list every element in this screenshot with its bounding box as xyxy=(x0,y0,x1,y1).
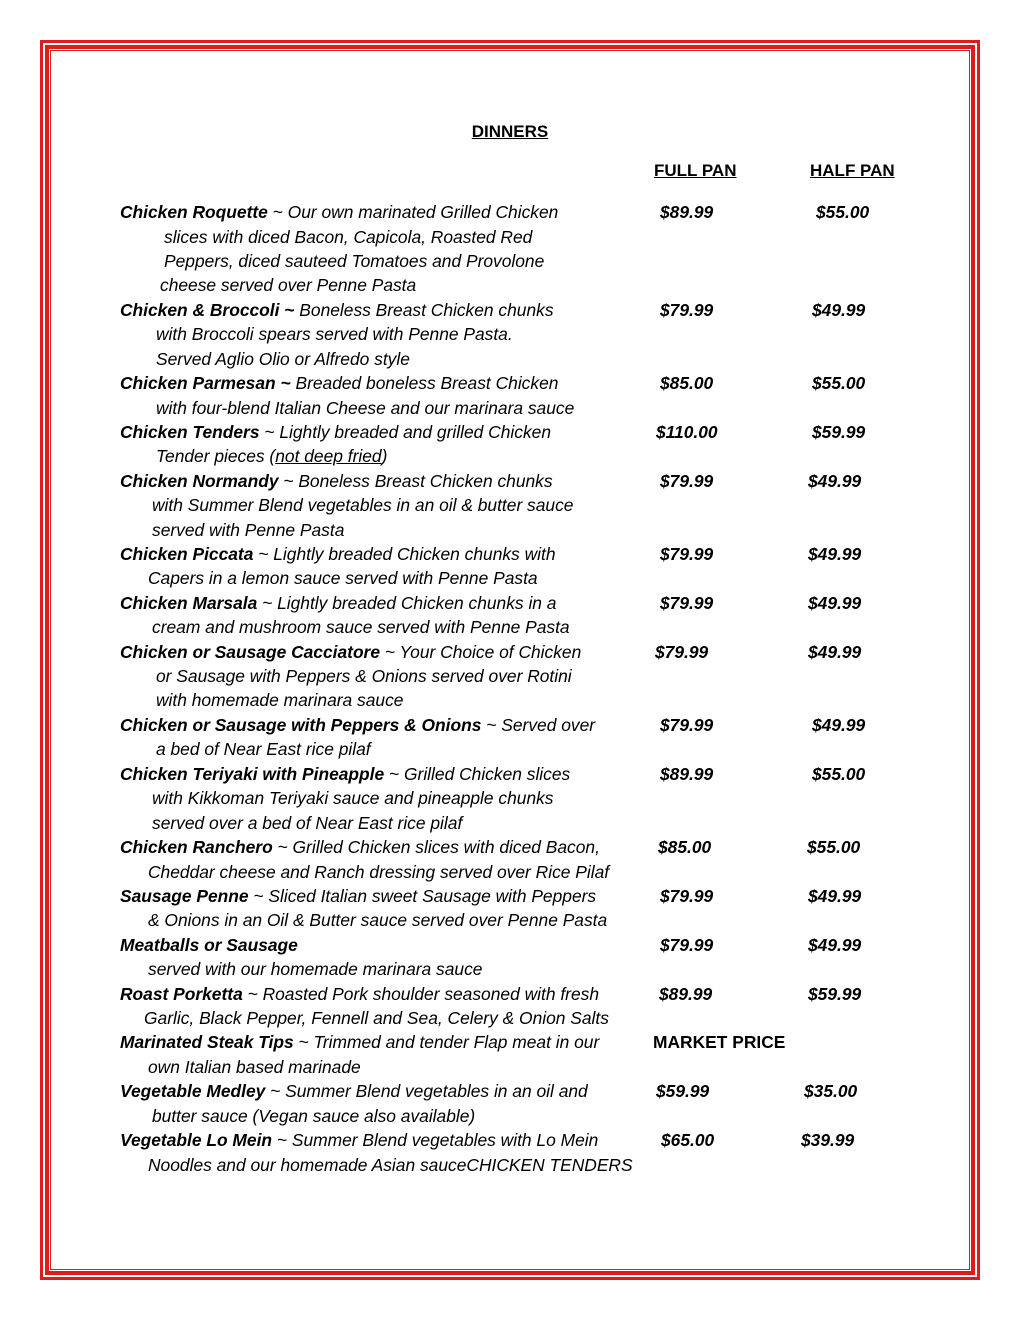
menu-item: Vegetable Medley ~ Summer Blend vegetables in an oil and xyxy=(120,1081,588,1101)
item-description: & Onions in an Oil & Butter sauce served over Penne Pasta xyxy=(148,910,608,930)
item-description: served with our homemade marinara sauce xyxy=(148,959,483,979)
menu-item xyxy=(120,300,554,320)
item-description: Grilled Chicken slices xyxy=(404,764,571,784)
menu-item: Roast Porketta ~ Roasted Pork shoulder seasoned with fresh xyxy=(120,984,599,1004)
half-pan-price: $49.99 xyxy=(808,593,862,613)
item-description: with Summer Blend vegetables in an oil & butter sauce xyxy=(152,495,574,515)
menu-item: Chicken Teriyaki with Pineapple ~ Grilled Chicken slices xyxy=(120,764,571,784)
item-description: Lightly breaded Chicken chunks with xyxy=(273,544,556,564)
item-description: slices with diced Bacon, Capicola, Roasted Red xyxy=(164,227,533,247)
full-pan-price: $89.99 xyxy=(659,984,713,1004)
item-description: Garlic, Black Pepper, Fennell and Sea, Celery & Onion Salts xyxy=(144,1008,609,1028)
menu-item: Chicken Piccata ~ Lightly breaded Chicken chunks with xyxy=(120,544,556,564)
menu-item: Chicken or Sausage Cacciatore ~ Your Choice of Chicken xyxy=(120,642,582,662)
item-description: with homemade marinara sauce xyxy=(156,690,404,710)
item-name: Chicken Tenders xyxy=(120,422,260,442)
full-pan-header: FULL PAN xyxy=(654,161,737,180)
half-pan-price: $55.00 xyxy=(812,373,866,393)
market-price-label: MARKET PRICE xyxy=(653,1032,786,1052)
item-description: Lightly breaded and grilled Chicken xyxy=(279,422,551,442)
item-description: Sliced Italian sweet Sausage with Peppers xyxy=(268,886,597,906)
full-pan-price: $59.99 xyxy=(656,1081,710,1101)
item-description: served over a bed of Near East rice pilaf xyxy=(152,813,463,833)
item-description: Breaded boneless Breast Chicken xyxy=(295,373,559,393)
item-name: Chicken or Sausage Cacciatore xyxy=(120,642,381,662)
item-name: Chicken Ranchero xyxy=(120,837,273,857)
item-description: a bed of Near East rice pilaf xyxy=(156,739,371,759)
item-name: Chicken or Sausage with Peppers & Onions xyxy=(120,715,482,735)
item-name: Vegetable Lo Mein xyxy=(120,1130,273,1150)
menu-item: Sausage Penne ~ Sliced Italian sweet Sausage with Peppers xyxy=(120,886,597,906)
item-description: Capers in a lemon sauce served with Penne Pasta xyxy=(148,568,538,588)
item-name: Vegetable Medley xyxy=(120,1081,266,1101)
item-description: Your Choice of Chicken xyxy=(399,642,582,662)
half-pan-price: $55.00 xyxy=(816,202,870,222)
not-deep-fried-note: not deep fried xyxy=(275,446,382,466)
half-pan-price: $55.00 xyxy=(807,837,861,857)
full-pan-price: $79.99 xyxy=(655,642,709,662)
full-pan-price: $85.00 xyxy=(658,837,712,857)
item-description: with Kikkoman Teriyaki sauce and pineapple chunks xyxy=(152,788,554,808)
menu-item: Chicken Roquette ~ Our own marinated Grilled Chicken xyxy=(120,202,559,222)
item-description: Served Aglio Olio or Alfredo style xyxy=(156,349,410,369)
full-pan-price: $79.99 xyxy=(660,935,714,955)
item-description: Tender pieces (not deep fried) xyxy=(156,446,388,466)
half-pan-header: HALF PAN xyxy=(810,161,895,180)
item-name: Meatballs or Sausage xyxy=(120,935,298,955)
full-pan-price: $79.99 xyxy=(660,715,714,735)
half-pan-price: $35.00 xyxy=(804,1081,858,1101)
half-pan-price: $55.00 xyxy=(812,764,866,784)
item-description: cheese served over Penne Pasta xyxy=(160,275,417,295)
item-name: Chicken Normandy xyxy=(120,471,279,491)
item-description: own Italian based marinade xyxy=(148,1057,361,1077)
item-description: served with Penne Pasta xyxy=(152,520,345,540)
item-description: Trimmed and tender Flap meat in our xyxy=(313,1032,600,1052)
item-name: Chicken Marsala xyxy=(120,593,258,613)
menu-title: DINNERS xyxy=(471,122,549,141)
item-description: Our own marinated Grilled Chicken xyxy=(287,202,559,222)
full-pan-price: $79.99 xyxy=(660,471,714,491)
item-description: with four-blend Italian Cheese and our marinara sauce xyxy=(156,398,575,418)
half-pan-price: $59.99 xyxy=(812,422,866,442)
item-description: Cheddar cheese and Ranch dressing served over Rice Pilaf xyxy=(148,862,610,882)
item-description: cream and mushroom sauce served with Penne Pasta xyxy=(152,617,570,637)
menu-item xyxy=(120,935,298,955)
half-pan-price: $39.99 xyxy=(801,1130,855,1150)
item-name: Chicken Roquette xyxy=(120,202,268,222)
full-pan-price: $65.00 xyxy=(661,1130,715,1150)
item-name: Roast Porketta xyxy=(120,984,243,1004)
half-pan-price: $49.99 xyxy=(812,300,866,320)
half-pan-price: $49.99 xyxy=(812,715,866,735)
item-description: or Sausage with Peppers & Onions served over Rotini xyxy=(156,666,572,686)
half-pan-price: $49.99 xyxy=(808,642,862,662)
item-name: Chicken Piccata xyxy=(120,544,254,564)
item-description: Served over xyxy=(501,715,596,735)
menu-item: Chicken Marsala ~ Lightly breaded Chicken chunks in a xyxy=(120,593,557,613)
item-name: Sausage Penne xyxy=(120,886,249,906)
item-description: Summer Blend vegetables with Lo Mein xyxy=(291,1130,599,1150)
half-pan-price: $49.99 xyxy=(808,544,862,564)
half-pan-price: $49.99 xyxy=(808,886,862,906)
full-pan-price: $79.99 xyxy=(660,544,714,564)
menu-item: Chicken Normandy ~ Boneless Breast Chicken chunks xyxy=(120,471,553,491)
item-name: Chicken Parmesan ~ xyxy=(120,373,291,393)
item-description: Boneless Breast Chicken chunks xyxy=(298,471,553,491)
menu-item: Chicken Ranchero ~ Grilled Chicken slices with diced Bacon, xyxy=(120,837,600,857)
item-description: butter sauce (Vegan sauce also available) xyxy=(152,1106,476,1126)
item-name: Marinated Steak Tips xyxy=(120,1032,294,1052)
full-pan-price: $110.00 xyxy=(656,422,718,442)
menu-item: Vegetable Lo Mein ~ Summer Blend vegetables with Lo Mein xyxy=(120,1130,599,1150)
menu-item xyxy=(120,373,558,393)
half-pan-price: $49.99 xyxy=(808,935,862,955)
item-description: Roasted Pork shoulder seasoned with fresh xyxy=(262,984,599,1004)
item-description: Boneless Breast Chicken chunks xyxy=(299,300,554,320)
menu-item: Marinated Steak Tips ~ Trimmed and tender Flap meat in our xyxy=(120,1032,600,1052)
half-pan-price: $49.99 xyxy=(808,471,862,491)
full-pan-price: $79.99 xyxy=(660,300,714,320)
full-pan-price: $79.99 xyxy=(660,593,714,613)
item-description: Summer Blend vegetables in an oil and xyxy=(285,1081,588,1101)
full-pan-price: $85.00 xyxy=(660,373,714,393)
item-description: Grilled Chicken slices with diced Bacon, xyxy=(292,837,600,857)
full-pan-price: $79.99 xyxy=(660,886,714,906)
item-description: Lightly breaded Chicken chunks in a xyxy=(277,593,557,613)
menu-item: Chicken or Sausage with Peppers & Onions ~ Served over xyxy=(120,715,596,735)
item-description: with Broccoli spears served with Penne Pasta. xyxy=(156,324,513,344)
full-pan-price: $89.99 xyxy=(660,202,714,222)
menu-item: Chicken Tenders ~ Lightly breaded and grilled Chicken xyxy=(120,422,551,442)
half-pan-price: $59.99 xyxy=(808,984,862,1004)
item-name: Chicken & Broccoli ~ xyxy=(120,300,295,320)
item-description: Peppers, diced sauteed Tomatoes and Provolone xyxy=(164,251,545,271)
item-description: Noodles and our homemade Asian sauceCHICKEN TENDERS xyxy=(148,1155,633,1175)
full-pan-price: $89.99 xyxy=(660,764,714,784)
item-name: Chicken Teriyaki with Pineapple xyxy=(120,764,385,784)
